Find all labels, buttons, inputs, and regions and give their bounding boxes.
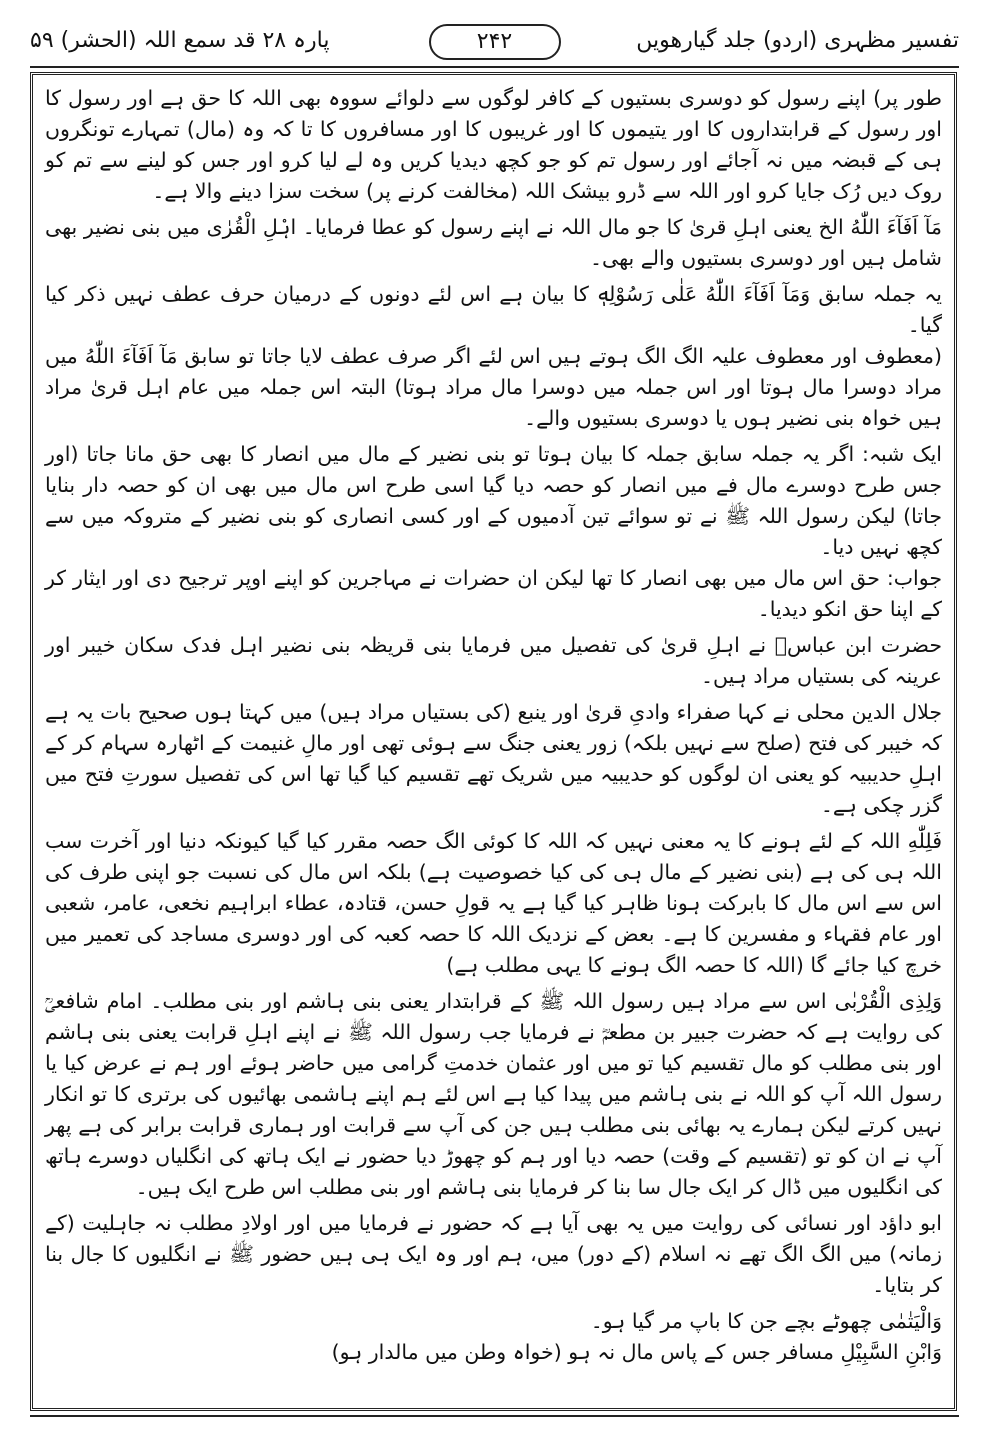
paragraph: وَلِذِی الْقُرْبٰی اس سے مراد ہیں رسول اللہ ﷺ کے قرابتدار یعنی بنی ہاشم اور بنی مطلب۔ امام شافعیؒ کی روایت ہے کہ حضرت جبیر بن مطعمؓ نے فرمایا جب رسول اللہ ﷺ نے اپنے اہلِ قرابت یعنی بنی ہاشم اور بنی مطلب کو مال تقسیم کیا تو میں اور عثمان خدمتِ گرامی میں حاضر ہوئے اور ہم نے عرض کیا یا رسول اللہ آپ کو اللہ نے بنی ہاشم میں پیدا کیا ہے اس لئے ہم اپنے ہاشمی بھائیوں کی برتری کا تو انکار نہیں کرتے لیکن ہمارے یہ بھائی بنی مطلب ہیں جن کی آپ سے قرابت اور ہماری قرابت برابر کی ہے پھر آپ نے ان کو تو (تقسیم کے وقت) حصہ دیا اور ہم کو چھوڑ دیا حضور نے ایک ہاتھ کی انگلیاں دوسرے ہاتھ کی انگلیوں میں ڈال کر ایک جال سا بنا کر فرمایا بنی ہاشم اور بنی مطلب اس طرح ایک ہیں۔ [45, 989, 942, 1199]
paragraph: مَآ اَفَآءَ اللّٰهُ الخ یعنی اہلِ قریٰ کا جو مال اللہ نے اپنے رسول کو عطا فرمایا۔ اہْلِ الْقُرٰی میں بنی نضیر بھی شامل ہیں اور دوسری بستیوں والے بھی۔ [45, 215, 942, 270]
paragraph: (معطوف اور معطوف علیہ الگ الگ ہوتے ہیں اس لئے اگر صرف عطف لایا جاتا تو سابق مَآ اَفَآءَ اللّٰهُ میں مراد دوسرا مال ہوتا اور اس جملہ میں دوسرا مال مراد ہوتا) البتہ اس جملہ میں عام اہل قریٰ مراد ہیں خواہ بنی نضیر ہوں یا دوسری بستیوں والے۔ [45, 344, 942, 430]
paragraph: ابو داؤد اور نسائی کی روایت میں یہ بھی آیا ہے کہ حضور نے فرمایا میں اور اولادِ مطلب نہ جاہلیت (کے زمانہ) میں الگ الگ تھے نہ اسلام (کے دور) میں، ہم اور وہ ایک ہی ہیں حضور ﷺ نے انگلیوں کا جال بنا کر بتایا۔ [45, 1211, 942, 1297]
page-number: ۲۴۲ [429, 24, 561, 60]
section-title: پارہ ۲۸ قد سمع اللہ (الحشر) ۵۹ [30, 28, 330, 53]
page-body [45, 83, 942, 1400]
paragraph: ایک شبہ: اگر یہ جملہ سابق جملہ کا بیان ہوتا تو بنی نضیر کے مال میں انصار کا بھی حق مانا جاتا (اور جس طرح دوسرے مال فے میں انصار کو حصہ دیا گیا اسی طرح اس مال میں بھی ان کو حصہ دار بنایا جاتا) لیکن رسول اللہ ﷺ نے تو سوائے تین آدمیوں کے اور کسی انصاری کو بنی نضیر کے متروکہ میں سے کچھ نہیں دیا۔ [45, 442, 942, 559]
paragraph: حضرت ابن عباسؓ نے اہلِ قریٰ کی تفصیل میں فرمایا بنی قریظہ بنی نضیر اہل فدک سکان خیبر اور عرینہ کی بستیاں مراد ہیں۔ [45, 633, 942, 688]
bottom-rule [30, 1415, 959, 1417]
book-title: تفسیر مظہری (اردو) جلد گیارھویں [636, 28, 959, 53]
paragraph: جلال الدین محلی نے کہا صفراء وادیِ قریٰ اور ینبع (کی بستیاں مراد ہیں) میں کہتا ہوں صحیح بات یہ ہے کہ خیبر کی فتح (صلح سے نہیں بلکہ) زور یعنی جنگ سے ہوئی تھی اور مالِ غنیمت کے اٹھارہ سہام کر کے اہلِ حدیبیہ کو یعنی ان لوگوں کو حدیبیہ میں شریک تھے تقسیم کیا گیا تھا اس کی تفصیل سورتِ فتح میں گزر چکی ہے۔ [45, 700, 942, 817]
paragraph: وَابْنِ السَّبِیْلِ مسافر جس کے پاس مال نہ ہو (خواہ وطن میں مالدار ہو) [331, 1340, 942, 1364]
paragraph: وَالْیَتٰمٰی چھوٹے بچے جن کا باپ مر گیا ہو۔ [590, 1309, 942, 1333]
paragraph: طور پر) اپنے رسول کو دوسری بستیوں کے کافر لوگوں سے دلوائے سووہ بھی اللہ کا حق ہے اور رسول کا اور رسول کے قرابتداروں کا اور یتیموں کا اور غریبوں کا اور مسافروں کا تا کہ وہ (مال) تمہارے تونگروں ہی کے قبضہ میں نہ آجائے اور رسول تم کو جو کچھ دیدیا کریں وہ لے لیا کرو اور جس کو لینے سے تم کو روک دیں رُک جایا کرو اور اللہ سے ڈرو بیشک اللہ (مخالفت کرنے پر) سخت سزا دینے والا ہے۔ [45, 86, 942, 203]
text-frame [30, 72, 957, 1411]
paragraph: جواب: حق اس مال میں بھی انصار کا تھا لیکن ان حضرات نے مہاجرین کو اپنے اوپر ترجیح دی اور ایثار کر کے اپنا حق انکو دیدیا۔ [45, 566, 942, 621]
paragraph: یہ جملہ سابق وَمَآ اَفَآءَ اللّٰهُ عَلٰی رَسُوْلِهٖ کا بیان ہے اس لئے دونوں کے درمیان حرف عطف نہیں ذکر کیا گیا۔ [45, 282, 942, 337]
paragraph: فَلِلّٰهِ اللہ کے لئے ہونے کا یہ معنی نہیں کہ اللہ کا کوئی الگ حصہ مقرر کیا گیا کیونکہ دنیا اور آخرت سب اللہ ہی کی ہے (بنی نضیر کے مال ہی کی کیا خصوصیت ہے) بلکہ اس مال کی نسبت جو اپنی طرف کی اس سے اس مال کا بابرکت ہونا ظاہر کیا گیا ہے یہ قولِ حسن، قتادہ، عطاء ابراہیم نخعی، عامر، شعبی اور عام فقہاء و مفسرین کا ہے۔ بعض کے نزدیک اللہ کا حصہ کعبہ کی اور دوسری مساجد کی تعمیر میں خرچ کیا جائے گا (اللہ کا حصہ الگ ہونے کا یہی مطلب ہے) [45, 829, 942, 977]
page-header [30, 22, 959, 68]
